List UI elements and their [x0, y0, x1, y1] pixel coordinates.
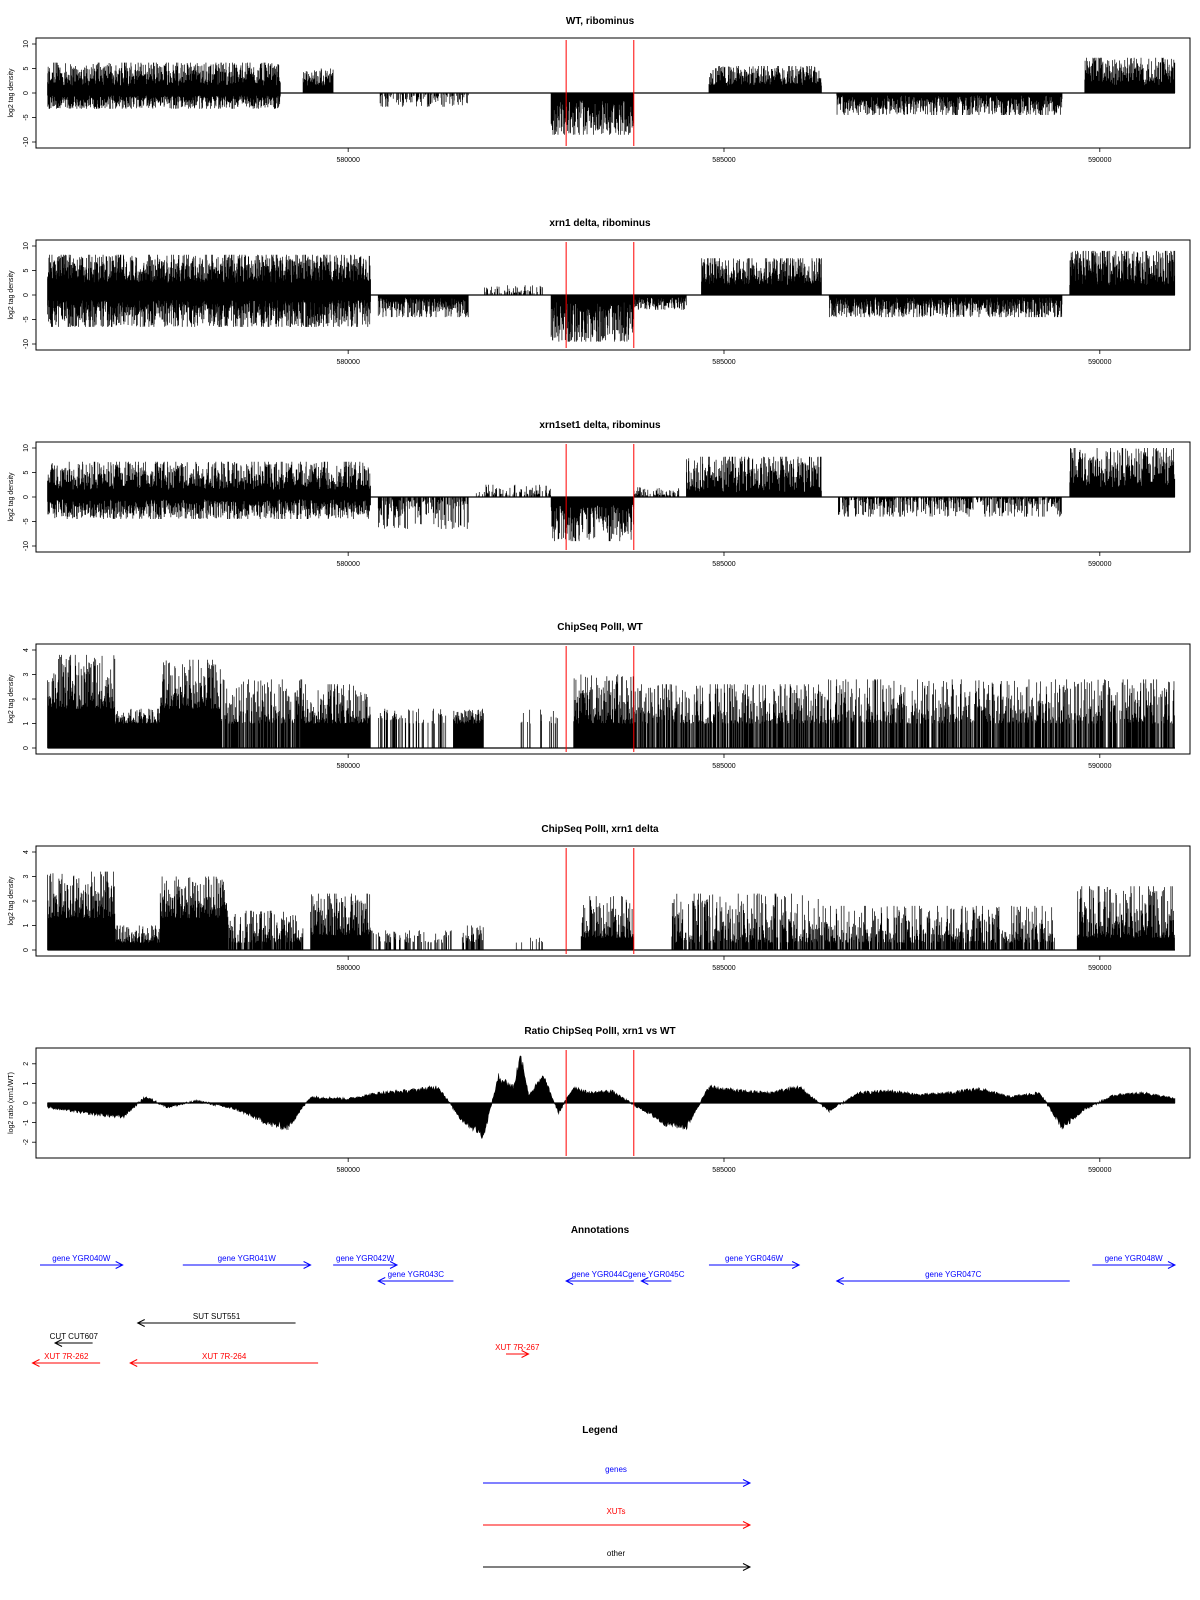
- x-tick-label: 585000: [712, 359, 736, 366]
- x-tick-label: 590000: [1088, 359, 1112, 366]
- y-tick-label: 1: [23, 1081, 30, 1086]
- y-tick-label: 4: [23, 850, 30, 854]
- y-tick-label: 3: [23, 672, 30, 677]
- y-tick-label: 2: [23, 697, 30, 701]
- x-tick-label: 590000: [1088, 965, 1112, 972]
- y-tick-label: 2: [23, 1061, 30, 1066]
- y-tick-label: 0: [23, 91, 30, 95]
- y-tick-label: 5: [23, 470, 30, 475]
- y-tick-label: 0: [23, 293, 30, 297]
- x-tick-label: 580000: [336, 763, 360, 770]
- x-tick-label: 585000: [712, 1167, 736, 1174]
- y-tick-label: -10: [23, 338, 30, 350]
- y-tick-label: 10: [23, 40, 30, 48]
- x-tick-label: 585000: [712, 561, 736, 568]
- annotation-label-xut: XUT 7R-264: [201, 1352, 247, 1361]
- y-axis-label: log2 ratio (xrn1/WT): [8, 1072, 15, 1134]
- x-tick-label: 580000: [336, 1167, 360, 1174]
- y-axis-label: log2 tag density: [8, 68, 15, 118]
- y-tick-label: 0: [23, 948, 30, 952]
- y-axis-label: log2 tag density: [8, 876, 15, 926]
- y-tick-label: 3: [23, 874, 30, 879]
- y-tick-label: -5: [23, 518, 30, 525]
- y-axis-label: log2 tag density: [8, 472, 15, 522]
- x-tick-label: 590000: [1088, 763, 1112, 770]
- annotation-label-gene: gene YGR048W: [1104, 1254, 1163, 1263]
- annotation-label-other: CUT CUT607: [49, 1332, 98, 1341]
- y-tick-label: -5: [23, 114, 30, 121]
- y-tick-label: 1: [23, 721, 30, 726]
- x-tick-label: 585000: [712, 763, 736, 770]
- y-tick-label: 10: [23, 444, 30, 452]
- annotation-label-gene: gene YGR046W: [724, 1254, 784, 1263]
- annotation-label-other: SUT SUT551: [192, 1312, 241, 1321]
- panel-title: WT, ribominus: [565, 16, 635, 27]
- panel-title: ChipSeq PolII, WT: [557, 622, 643, 633]
- y-axis-label: log2 tag density: [8, 270, 15, 320]
- panel-title: xrn1 delta, ribominus: [549, 218, 651, 229]
- y-tick-label: 5: [23, 66, 30, 71]
- annotation-label-gene: gene YGR040W: [52, 1254, 111, 1263]
- y-tick-label: 1: [23, 923, 30, 928]
- x-tick-label: 590000: [1088, 1167, 1112, 1174]
- x-tick-label: 580000: [336, 359, 360, 366]
- annotation-label-xut: XUT 7R-267: [495, 1343, 540, 1352]
- panel-title: ChipSeq PolII, xrn1 delta: [541, 824, 659, 835]
- y-tick-label: -10: [23, 136, 30, 148]
- y-tick-label: 2: [23, 899, 30, 903]
- legend-label-other: other: [606, 1549, 626, 1558]
- y-tick-label: 4: [23, 648, 30, 652]
- annotation-label-gene: gene YGR047C: [925, 1270, 982, 1279]
- panel-title: Ratio ChipSeq PolII, xrn1 vs WT: [524, 1026, 676, 1037]
- y-tick-label: -2: [23, 1139, 30, 1146]
- y-tick-label: -10: [23, 540, 30, 552]
- annotation-label-gene: gene YGR042W: [336, 1254, 395, 1263]
- annotation-label-gene: gene YGR041W: [217, 1254, 276, 1263]
- y-tick-label: -1: [23, 1119, 30, 1126]
- y-tick-label: 10: [23, 242, 30, 250]
- y-tick-label: 0: [23, 746, 30, 750]
- y-tick-label: 5: [23, 268, 30, 273]
- x-tick-label: 585000: [712, 157, 736, 164]
- y-tick-label: 0: [23, 1101, 30, 1105]
- annotation-label-xut: XUT 7R-262: [44, 1352, 89, 1361]
- legend-label-gene: genes: [605, 1465, 627, 1474]
- legend-title: Legend: [582, 1425, 618, 1436]
- x-tick-label: 580000: [336, 965, 360, 972]
- y-tick-label: -5: [23, 316, 30, 323]
- legend-label-xut: XUTs: [606, 1507, 626, 1516]
- y-axis-label: log2 tag density: [8, 674, 15, 724]
- annotation-label-gene: gene YGR044C: [571, 1270, 629, 1279]
- annotation-label-gene: gene YGR045C: [628, 1270, 685, 1279]
- x-tick-label: 585000: [712, 965, 736, 972]
- annotation-label-gene: gene YGR043C: [387, 1270, 444, 1279]
- y-tick-label: 0: [23, 495, 30, 499]
- x-tick-label: 580000: [336, 561, 360, 568]
- x-tick-label: 590000: [1088, 561, 1112, 568]
- panel-title: xrn1set1 delta, ribominus: [539, 420, 661, 431]
- x-tick-label: 590000: [1088, 157, 1112, 164]
- annotations-title: Annotations: [570, 1225, 630, 1236]
- x-tick-label: 580000: [336, 157, 360, 164]
